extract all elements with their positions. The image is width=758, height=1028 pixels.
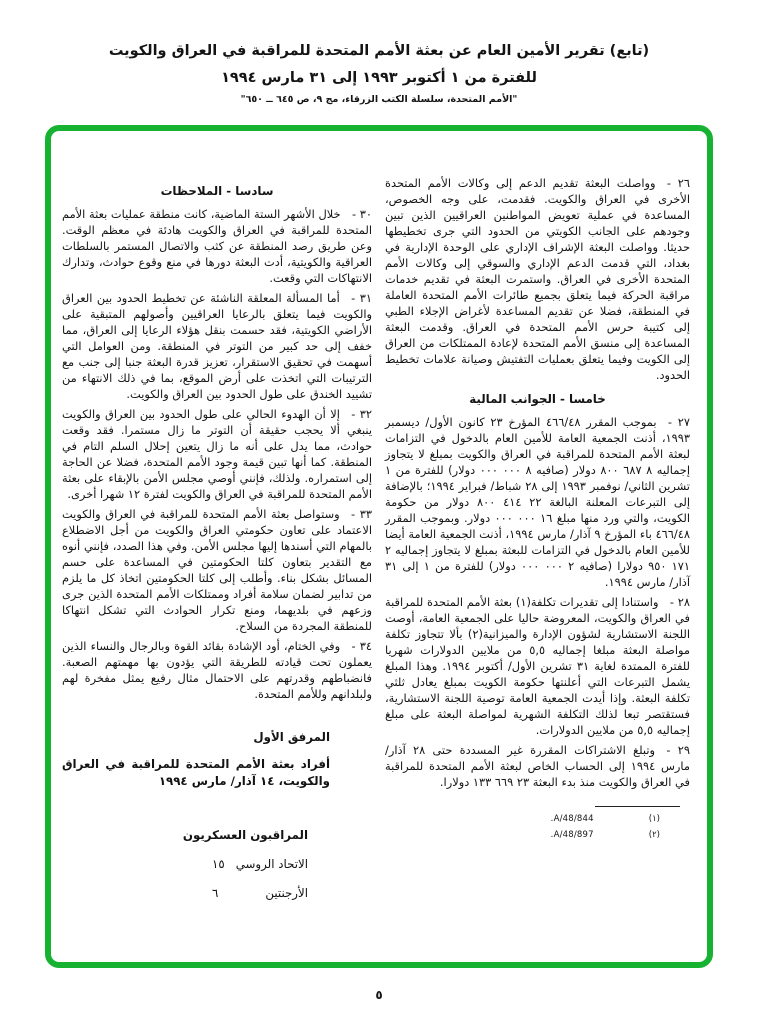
section-heading-financial-aspects: خامسا - الجوانب المالية [469, 392, 606, 406]
annex-title: أفراد بعثة الأمم المتحدة للمراقبة في العراق والكويت، ١٤ آذار/ مارس ١٩٩٤ [62, 757, 330, 788]
paragraph-27: ٢٧ - بموجب المقرر ٤٦٦/٤٨ المؤرخ ٢٣ كانون الأول/ ديسمبر ١٩٩٣، أذنت الجمعية العامة للأمين العام بالدخول في التزامات لبعثة الأمم المتحدة للمراقبة في العراق والكويت بمبلغ لا يتجاوز إجماليه ‪٨ ٦٨٧ ٨٠٠‬ دولار (صافيه ‪٨ ٠٠٠ ٠٠٠‬ دولار) للفترة من ١ تشرين الثاني/ نوفمبر ١٩٩٣ إلى ٢٨ شباط/ فبراير ١٩٩٤؛ بالإضافة إلى التبرعات المعلنة البالغة ‪٢٢ ٤١٤ ٨٠٠‬ دولار من حكومة الكويت، والتي ورد منها مبلغ ‪١٦ ٠٠٠ ٠٠٠‬ دولار. وبموجب المقرر ٤٦٦/٤٨ باء المؤرخ ٩ آذار/ مارس ١٩٩٤، أذنت الجمعية العامة أيضا للأمين العام بالدخول في التزامات للبعثة بمبلغ لا يتجاوز إجماليه ‪٢ ١٧١ ٩٥٠‬ دولارا (صافيه ‪٢ ٠٠٠ ٠٠٠‬ دولار) للفترة من ١ إلى ٣١ آذار/ مارس ١٩٩٤. [385, 415, 691, 589]
annex-subheading-military-observers: المراقبون العسكريون [182, 828, 308, 842]
paragraph-33: ٣٣ - وستواصل بعثة الأمم المتحدة للمراقبة في العراق والكويت الاعتماد على تعاون حكومتي العراق والكويت من أجل الاضطلاع بالمهام التي أسندها إليها مجلس الأمن. وفي هذا الصدد، فإنني أنوه مع التقدير بتعاون كلتا الحكومتين في المساعدة على حسم المسائل بشكل بناء. وأطلب إلى كلتا الحكومتين اتخاذ كل ما يلزم من تدابير لضمان سلامة أفراد وممتلكات الأمم المتحدة الذين جرى وزعهم في بلديهما، ومنع تكرار الحوادث التي تشكل انتهاكا للمنطقة المجردة من السلاح. [62, 507, 372, 633]
column-right [385, 175, 690, 900]
observer-count: ٦ [212, 886, 219, 900]
observer-count: ١٥ [212, 857, 225, 871]
paragraph-29: ٢٩ - وتبلغ الاشتراكات المقررة غير المسددة حتى ٢٨ آذار/ مارس ١٩٩٤ إلى الحساب الخاص لبعثة الأمم المتحدة للمراقبة في العراق والكويت منذ بدء البعثة ‪٢٣ ٦٦٩ ١٣٣‬ دولارا. [385, 743, 691, 789]
report-period: للفترة من ١ أكتوبر ١٩٩٣ إلى ٣١ مارس ١٩٩٤ [221, 70, 537, 86]
page-number: ٥ [375, 988, 383, 1002]
report-title: (تابع) تقرير الأمين العام عن بعثة الأمم المتحدة للمراقبة في العراق والكويت [108, 43, 650, 59]
observer-row [62, 886, 308, 900]
paragraph-31: ٣١ - أما المسألة المعلقة الناشئة عن تخطيط الحدود بين العراق والكويت فيما يتعلق بالرعايا العراقيين وأصولهم المتبقية على الأراضي الكويتية، فقد حسمت بنقل هؤلاء الرعايا إلى العراق، مما خفف إلى حد كبير من التوتر في المنطقة. ومن العوامل التي أسهمت في تحقيق الاستقرار، تعزيز قدرة البعثة جنبا إلى جنب مع الترتيبات التي اتخذت على أرض الموقع، بما في ذلك الانتهاء من تشييد الخندق على طول الحدود بين العراق والكويت. [62, 291, 372, 401]
footnote-1-reference: A/48/844. [550, 814, 594, 824]
footnote-2-reference: A/48/897. [550, 830, 594, 840]
paragraph-30: ٣٠ - خلال الأشهر الستة الماضية، كانت منطقة عمليات بعثة الأمم المتحدة للمراقبة في العراق والكويت هادئة في معظم الوقت. وعن طريق رصد المنطقة عن كثب والاتصال المستمر بالسلطات العراقية والكويتية، أدت البعثة دورها في منع وقوع حوادث، وتدارك الانتهاكات التي وقعت. [62, 207, 372, 285]
report-source-citation: "الأمم المتحدة، سلسلة الكتب الزرقاء، مج ٩، ص ٦٤٥ ــ ٦٥٠" [240, 94, 518, 105]
observer-country: الاتحاد الروسي [235, 857, 308, 871]
footnote-1 [385, 813, 690, 825]
footnote-1-marker: (١) [648, 814, 660, 824]
footnote-2 [385, 829, 690, 841]
footnote-2-marker: (٢) [648, 830, 660, 840]
footnotes-block [385, 806, 690, 841]
paragraph-26: ٢٦ - وواصلت البعثة تقديم الدعم إلى وكالات الأمم المتحدة الأخرى في العراق والكويت. فقدمت، على وجه الخصوص، المساعدة في عملية تعويض المواطنين العراقيين الذين تبين وجودهم على الجانب الكويتي من الحدود التي جرى تخطيطها حديثا. وواصلت البعثة الإشراف الإداري على الوحدة الإدارية في بغداد، التي قدمت الدعم الإداري والسوقي إلى وكالات الأمم المتحدة الأخرى في العراق. واستمرت البعثة في تقديم خدمات مراقبة الحركة فيما يتعلق بجميع طائرات الأمم المتحدة العاملة في المنطقة، فضلا عن تقديم المساعدة لأغراض الإجلاء الطبي إلى كتيبة حرس الأمم المتحدة في العراق. وقدمت البعثة المساعدة إلى منسق الأمم المتحدة لإعادة الممتلكات من العراق إلى الكويت وفيما يتعلق بعمليات التفتيش وصيانة علامات تخطيط الحدود. [385, 176, 690, 382]
annex-heading: المرفق الأول [253, 730, 330, 744]
observer-row [62, 857, 308, 871]
report-header [0, 42, 758, 106]
paragraph-28: ٢٨ - واستنادا إلى تقديرات تكلفة(١) بعثة الأمم المتحدة للمراقبة في العراق والكويت، المعروضة حاليا على الجمعية العامة، أوصت اللجنة الاستشارية لشؤون الإدارة والميزانية(٢) بألا تتجاوز تكلفة مواصلة البعثة مبلغا إجماليه ٥,٥ من ملايين الدولارات شهريا للفترة الممتدة لغاية ٣١ تشرين الأول/ أكتوبر ١٩٩٤. وهذا المبلغ يشمل التبرعات التي أعلنتها حكومة الكويت بمبلغ يعادل ثلثي تكلفة البعثة. وإذا أيدت الجمعية العامة توصية اللجنة الاستشارية، فستقتصر تبعا لذلك التكلفة الشهرية لمواصلة البعثة على مبلغ إجماليه ٥,٥ من ملايين الدولارات. [385, 595, 690, 737]
column-left [62, 175, 372, 900]
annex-block [62, 730, 372, 900]
green-border-frame [45, 125, 713, 968]
section-heading-observations: سادسا - الملاحظات [160, 184, 274, 198]
paragraph-34: ٣٤ - وفي الختام، أود الإشادة بقائد القوة وبالرجال والنساء الذين يعملون تحت قيادته للطريقة التي يؤدون بها مهمتهم الصعبة. فانضباطهم وقدرتهم على الاحتمال مثال رفيع يمثل مفخرة لهم ولبلدانهم وللأمم المتحدة. [62, 639, 372, 701]
two-column-layout [62, 175, 691, 900]
observer-country: الأرجنتين [265, 886, 308, 900]
paragraph-32: ٣٢ - إلا أن الهدوء الحالي على طول الحدود بين العراق والكويت ينبغي ألا يحجب حقيقة أن التوتر ما زال مستمرا. فقد وقعت حوادث، مما يدل على أنه ما زال يتعين إحلال السلم التام في المنطقة. كما أنها تبين قيمة وجود الأمم المتحدة، فضلا عن الحاجة إلى استمراره. ولذلك، فإنني أوصي مجلس الأمن بالإبقاء على بعثة الأمم المتحدة للمراقبة في العراق والكويت لفترة ١٢ شهرا أخرى. [62, 407, 372, 501]
footnote-separator [595, 806, 680, 807]
